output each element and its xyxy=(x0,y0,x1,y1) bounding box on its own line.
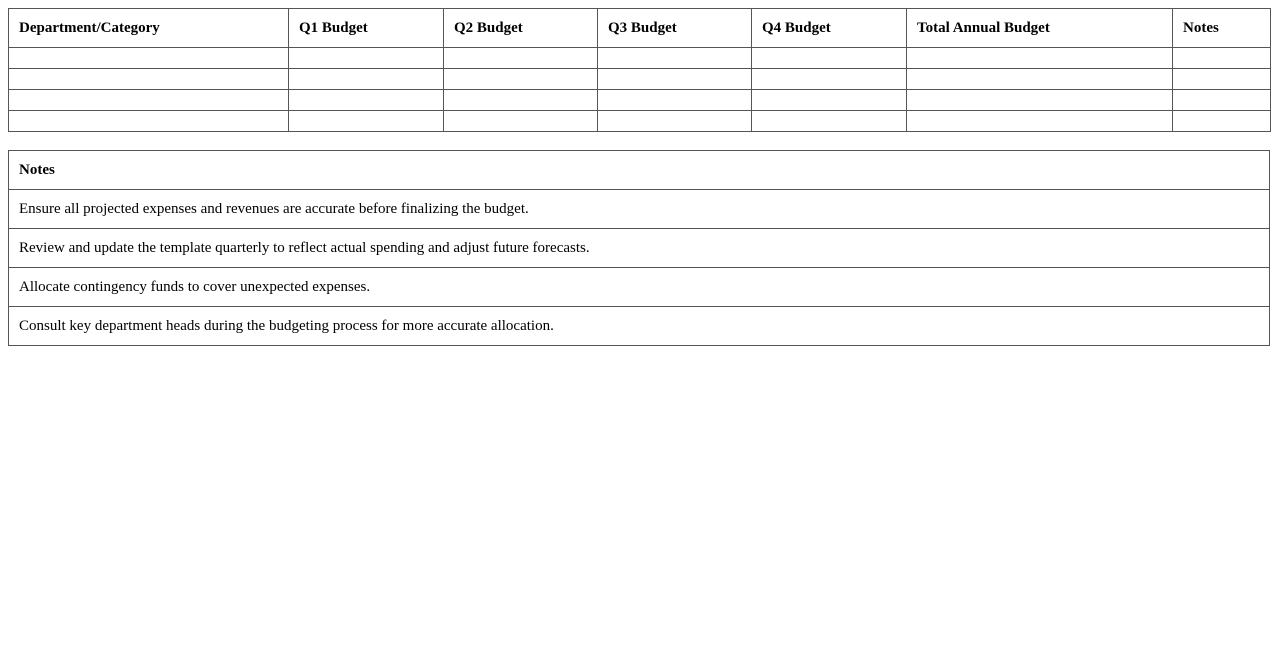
header-q3-budget: Q3 Budget xyxy=(598,9,752,48)
table-cell xyxy=(444,111,598,132)
table-cell xyxy=(907,69,1173,90)
table-cell xyxy=(444,48,598,69)
table-cell xyxy=(752,48,907,69)
table-cell xyxy=(598,69,752,90)
notes-header-row xyxy=(9,151,1270,190)
note-item: Ensure all projected expenses and revenues are accurate before finalizing the budget. xyxy=(9,190,1270,229)
table-cell xyxy=(9,111,289,132)
table-cell xyxy=(1173,111,1271,132)
note-row xyxy=(9,229,1270,268)
table-cell xyxy=(289,69,444,90)
table-cell xyxy=(444,90,598,111)
table-row xyxy=(9,69,1271,90)
table-row xyxy=(9,111,1271,132)
table-cell xyxy=(752,90,907,111)
table-cell xyxy=(1173,48,1271,69)
table-cell xyxy=(9,69,289,90)
table-cell xyxy=(1173,90,1271,111)
note-item: Review and update the template quarterly to reflect actual spending and adjust future forecasts. xyxy=(9,229,1270,268)
notes-table xyxy=(8,150,1270,346)
table-cell xyxy=(289,111,444,132)
budget-table xyxy=(8,8,1271,132)
header-department-category: Department/Category xyxy=(9,9,289,48)
note-item: Consult key department heads during the budgeting process for more accurate allocation. xyxy=(9,307,1270,346)
table-cell xyxy=(752,111,907,132)
table-cell xyxy=(752,69,907,90)
note-row xyxy=(9,268,1270,307)
table-row xyxy=(9,90,1271,111)
table-cell xyxy=(598,90,752,111)
table-cell xyxy=(289,90,444,111)
table-cell xyxy=(907,111,1173,132)
header-q2-budget: Q2 Budget xyxy=(444,9,598,48)
header-q4-budget: Q4 Budget xyxy=(752,9,907,48)
table-cell xyxy=(9,90,289,111)
table-row xyxy=(9,48,1271,69)
table-cell xyxy=(444,69,598,90)
table-cell xyxy=(598,111,752,132)
note-row xyxy=(9,190,1270,229)
budget-header-row xyxy=(9,9,1271,48)
table-cell xyxy=(598,48,752,69)
note-item: Allocate contingency funds to cover unexpected expenses. xyxy=(9,268,1270,307)
header-q1-budget: Q1 Budget xyxy=(289,9,444,48)
header-notes: Notes xyxy=(1173,9,1271,48)
table-cell xyxy=(1173,69,1271,90)
note-row xyxy=(9,307,1270,346)
table-cell xyxy=(907,90,1173,111)
notes-heading: Notes xyxy=(9,151,1270,190)
header-total-annual-budget: Total Annual Budget xyxy=(907,9,1173,48)
table-cell xyxy=(289,48,444,69)
table-cell xyxy=(9,48,289,69)
table-cell xyxy=(907,48,1173,69)
